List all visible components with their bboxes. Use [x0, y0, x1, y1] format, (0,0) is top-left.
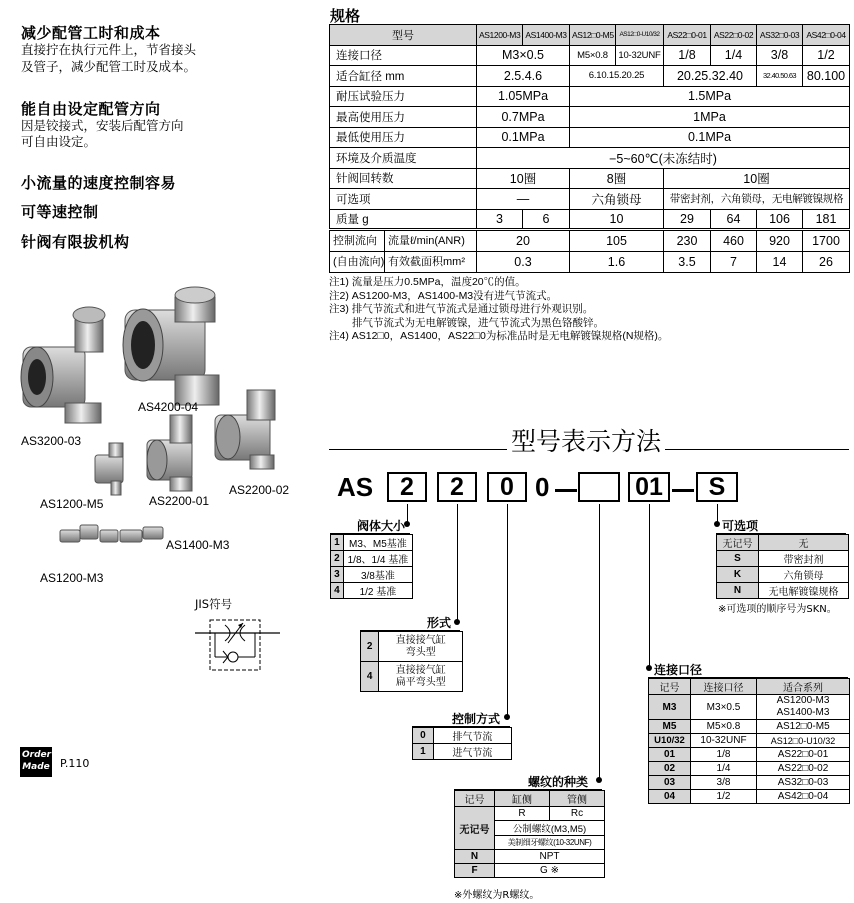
form-code: 2 — [361, 632, 379, 662]
spec-row-flow — [330, 230, 477, 252]
option-code: N — [717, 583, 759, 599]
size-code: 4 — [331, 583, 344, 599]
as3200-image — [21, 307, 105, 423]
spec-header-as12-u10: AS12□0-U10/32 — [616, 25, 664, 46]
form-desc-line2: 扁平弯头型 — [395, 676, 446, 688]
spec-cell: 460 — [711, 230, 757, 252]
option-desc: 六角锁母 — [759, 567, 849, 583]
spec-cell: 105 — [570, 230, 664, 252]
caption-as2200-01: AS2200-01 — [149, 494, 210, 508]
spec-cell: 3.5 — [664, 252, 711, 273]
option-note: ※可选项的顺序号为SKN。 — [718, 604, 837, 615]
code-box-control: 0 — [487, 472, 527, 502]
spec-cell: — — [477, 189, 570, 210]
control-code: 1 — [413, 744, 434, 760]
thread-code-none: 无记号 — [455, 807, 495, 850]
spec-cell: 8圈 — [570, 168, 664, 189]
connector-dot — [714, 521, 720, 527]
caption-as1400-m3: AS1400-M3 — [166, 538, 230, 552]
spec-area-label: 有效截面积mm² — [388, 256, 465, 268]
spec-cell: 1700 — [803, 230, 850, 252]
feature-text-1b: 及管子，减少配管工时及成本。 — [21, 59, 197, 74]
spec-row-bore: 适合缸径 mm — [330, 66, 477, 87]
spec-row-port: 连接口径 — [330, 45, 477, 66]
port-code: 04 — [649, 790, 691, 804]
thread-header-code: 记号 — [455, 791, 495, 807]
code-title: 型号表示方法 — [507, 422, 665, 458]
thread-header-pipe: 管侧 — [550, 791, 605, 807]
option-header-val: 无 — [759, 535, 849, 551]
spec-cell: 1.05MPa — [477, 86, 570, 107]
option-code: S — [717, 551, 759, 567]
port-table — [648, 678, 850, 804]
spec-header-as1200-m3: AS1200-M3 — [477, 25, 523, 46]
caption-as3200: AS3200-03 — [21, 434, 82, 448]
thread-cyl: R — [495, 807, 550, 821]
caption-as4200: AS4200-04 — [138, 400, 199, 414]
control-desc: 排气节流 — [433, 728, 511, 744]
order-made-icon — [20, 747, 52, 777]
note-3b: 排气节流式为无电解镀镍，进气节流式为黑色铬酸锌。 — [352, 316, 604, 329]
spec-row-turns: 针阀回转数 — [330, 168, 477, 189]
spec-title: 规格 — [330, 7, 361, 25]
code-fixed-zero: 0 — [535, 472, 550, 502]
connector — [599, 504, 600, 780]
port-size: 3/8 — [691, 776, 757, 790]
spec-table — [329, 24, 850, 273]
spec-cell: 1.6 — [570, 252, 664, 273]
spec-cell: 1/4 — [711, 45, 757, 66]
spec-cell: M3×0.5 — [477, 45, 570, 66]
port-size: 1/4 — [691, 762, 757, 776]
port-series-1: AS1200-M3 — [776, 695, 830, 706]
spec-row-area — [330, 252, 477, 273]
spec-cell: 32.40.50.63 — [757, 66, 803, 87]
connector — [457, 504, 458, 622]
spec-cell: 20 — [477, 230, 570, 252]
spec-cell: 带密封剂，六角锁母，无电解镀镍规格 — [664, 189, 850, 210]
code-box-form: 2 — [437, 472, 477, 502]
spec-header-as42-04: AS42□0-04 — [803, 25, 850, 46]
spec-cell: 106 — [757, 209, 803, 230]
spec-row-max: 最高使用压力 — [330, 107, 477, 128]
spec-cell: 六角锁母 — [570, 189, 664, 210]
spec-cell: 1MPa — [570, 107, 850, 128]
spec-flow-label: 流量ℓ/min(ANR) — [388, 235, 465, 247]
port-size: 1/8 — [691, 748, 757, 762]
spec-row-proof: 耐压试验压力 — [330, 86, 477, 107]
port-header-port: 连接口径 — [691, 679, 757, 695]
jis-symbol-icon — [195, 615, 280, 675]
port-size: 10-32UNF — [691, 734, 757, 748]
thread-pipe: Rc — [550, 807, 605, 821]
as2200-01-image — [147, 415, 192, 491]
order-made-line1: Order — [22, 750, 52, 760]
feature-title-5: 针阀有限拔机构 — [21, 233, 130, 251]
port-series: AS12□0-M5 — [757, 720, 850, 734]
form-title: 形式 — [427, 616, 452, 630]
connector — [649, 504, 650, 668]
option-desc: 无电解镀镍规格 — [759, 583, 849, 599]
form-desc-line1: 直接接气缸 — [395, 634, 446, 646]
spec-cell: M5×0.8 — [570, 45, 616, 66]
thread-metric: 公制螺纹(M3,M5) — [495, 821, 605, 836]
connector-dot — [504, 714, 510, 720]
form-desc-line1: 直接接气缸 — [395, 664, 446, 676]
port-size: M3×0.5 — [691, 695, 757, 720]
spec-cell: 1/8 — [664, 45, 711, 66]
option-title: 可选项 — [722, 519, 759, 533]
feature-title-2: 能自由设定配管方向 — [21, 100, 161, 118]
spec-cell: 0.1MPa — [477, 127, 570, 148]
connector-dot — [596, 777, 602, 783]
spec-cell: 230 — [664, 230, 711, 252]
control-table — [412, 727, 512, 760]
spec-cell: 10圈 — [477, 168, 570, 189]
jis-label: JIS符号 — [195, 597, 233, 611]
port-code: 03 — [649, 776, 691, 790]
note-2: 注2) AS1200-M3，AS1400-M3没有进气节流式。 — [329, 289, 558, 302]
spec-cell: −5~60℃(未冻结时) — [477, 148, 850, 169]
code-box-thread — [578, 472, 620, 502]
size-desc: 1/8、1/4 基准 — [343, 551, 412, 567]
spec-ctrl-label-2: (自由流向) — [330, 252, 385, 272]
as1400-m3-image — [120, 527, 163, 542]
feature-title-3: 小流量的速度控制容易 — [21, 174, 177, 192]
port-code: M3 — [649, 695, 691, 720]
port-series — [757, 695, 850, 720]
caption-as1200-m5: AS1200-M5 — [40, 497, 104, 511]
port-title: 连接口径 — [654, 663, 703, 677]
port-series: AS42□0-04 — [757, 790, 850, 804]
port-series: AS22□0-01 — [757, 748, 850, 762]
note-4: 注4) AS12□0，AS1400，AS22□0为标准品时是无电解镀镍规格(N规格)。 — [329, 330, 669, 342]
size-desc: 3/8基准 — [343, 567, 412, 583]
spec-header-as32-03: AS32□0-03 — [757, 25, 803, 46]
code-dash — [555, 489, 577, 492]
spec-header-as12-m5: AS12□0-M5 — [570, 25, 616, 46]
thread-table — [454, 790, 605, 878]
feature-text-2a: 因是铰接式，安装后配管方向 — [21, 118, 184, 133]
size-code: 2 — [331, 551, 344, 567]
spec-cell: 1/2 — [803, 45, 850, 66]
spec-cell: 0.3 — [477, 252, 570, 273]
thread-code-n: N — [455, 850, 495, 864]
spec-cell: 2.5.4.6 — [477, 66, 570, 87]
form-desc — [379, 632, 463, 662]
feature-title-4: 可等速控制 — [21, 203, 99, 221]
thread-note: ※外螺纹为R螺纹。 — [454, 890, 540, 901]
caption-as2200-02: AS2200-02 — [229, 483, 290, 497]
size-table — [330, 534, 413, 599]
spec-header-as22-02: AS22□0-02 — [711, 25, 757, 46]
spec-cell: 6.10.15.20.25 — [570, 66, 664, 87]
size-code: 3 — [331, 567, 344, 583]
code-box-port: 01 — [628, 472, 670, 502]
spec-cell: 920 — [757, 230, 803, 252]
option-header-code: 无记号 — [717, 535, 759, 551]
form-desc-line2: 弯头型 — [405, 646, 436, 658]
size-code: 1 — [331, 535, 344, 551]
spec-header-model: 型号 — [330, 25, 477, 46]
port-series: AS32□0-03 — [757, 776, 850, 790]
port-series: AS22□0-02 — [757, 762, 850, 776]
spec-cell: 3 — [477, 209, 523, 230]
spec-cell: 10 — [570, 209, 664, 230]
feature-title-1: 减少配管工时和成本 — [21, 24, 161, 42]
code-dash — [672, 489, 694, 492]
spec-row-option: 可选项 — [330, 189, 477, 210]
caption-as1200-m3: AS1200-M3 — [40, 571, 104, 585]
connector — [507, 504, 508, 717]
spec-ctrl-label-1: 控制流向 — [330, 231, 385, 251]
order-made-page[interactable]: P.110 — [60, 757, 90, 770]
spec-cell: 7 — [711, 252, 757, 273]
port-code: 01 — [649, 748, 691, 762]
as4200-image — [123, 287, 219, 405]
size-desc: 1/2 基准 — [343, 583, 412, 599]
option-table — [716, 534, 849, 599]
form-code: 4 — [361, 662, 379, 692]
thread-code-f: F — [455, 864, 495, 878]
port-header-series: 适合系列 — [757, 679, 850, 695]
option-code: K — [717, 567, 759, 583]
feature-text-1a: 直接拧在执行元件上，节省接头 — [21, 42, 197, 57]
as2200-02-image — [215, 390, 275, 469]
note-3: 注3) 排气节流式和进气节流式是通过锁母进行外观识别。 — [329, 303, 594, 315]
control-title: 控制方式 — [452, 712, 501, 726]
spec-cell: 0.1MPa — [570, 127, 850, 148]
as1200-m3-image — [60, 525, 118, 542]
connector-dot — [454, 619, 460, 625]
spec-cell: 181 — [803, 209, 850, 230]
thread-npt: NPT — [495, 850, 605, 864]
port-code: M5 — [649, 720, 691, 734]
thread-g: G ※ — [495, 864, 605, 878]
spec-cell: 3/8 — [757, 45, 803, 66]
code-box-option: S — [696, 472, 738, 502]
spec-cell: 10圈 — [664, 168, 850, 189]
as1200-m5-image — [95, 443, 123, 495]
form-table — [360, 631, 463, 692]
code-box-size: 2 — [387, 472, 427, 502]
port-series-2: AS1400-M3 — [776, 707, 830, 718]
spec-cell: 64 — [711, 209, 757, 230]
port-size: M5×0.8 — [691, 720, 757, 734]
form-desc — [379, 662, 463, 692]
spec-cell: 1.5MPa — [570, 86, 850, 107]
code-prefix: AS — [337, 472, 374, 502]
spec-row-mass: 质量 g — [330, 209, 477, 230]
spec-cell: 6 — [523, 209, 570, 230]
spec-header-as1400-m3: AS1400-M3 — [523, 25, 570, 46]
spec-notes — [329, 276, 668, 344]
spec-cell: 80.100 — [803, 66, 850, 87]
port-series: AS12□0-U10/32 — [757, 734, 850, 748]
spec-cell: 20.25.32.40 — [664, 66, 757, 87]
spec-cell: 10-32UNF — [616, 45, 664, 66]
spec-header-as22-01: AS22□0-01 — [664, 25, 711, 46]
option-desc: 带密封剂 — [759, 551, 849, 567]
thread-title: 螺纹的种类 — [528, 775, 589, 789]
thread-header-cyl: 缸侧 — [495, 791, 550, 807]
note-1: 注1) 流量是压力0.5MPa，温度20℃的值。 — [329, 276, 526, 288]
spec-cell: 26 — [803, 252, 850, 273]
control-desc: 进气节流 — [433, 744, 511, 760]
feature-text-2b: 可自由设定。 — [21, 134, 97, 149]
thread-unf: 美制细牙螺纹(10-32UNF) — [495, 836, 605, 850]
port-size: 1/2 — [691, 790, 757, 804]
connector-dot — [646, 665, 652, 671]
spec-row-min: 最低使用压力 — [330, 127, 477, 148]
spec-row-temp: 环境及介质温度 — [330, 148, 477, 169]
spec-cell: 29 — [664, 209, 711, 230]
spec-cell: 0.7MPa — [477, 107, 570, 128]
port-code: 02 — [649, 762, 691, 776]
port-code: U10/32 — [649, 734, 691, 748]
size-title: 阀体大小 — [357, 519, 406, 533]
order-made-line2: Made — [22, 762, 50, 772]
control-code: 0 — [413, 728, 434, 744]
port-header-code: 记号 — [649, 679, 691, 695]
spec-cell: 14 — [757, 252, 803, 273]
size-desc: M3、M5基准 — [343, 535, 412, 551]
